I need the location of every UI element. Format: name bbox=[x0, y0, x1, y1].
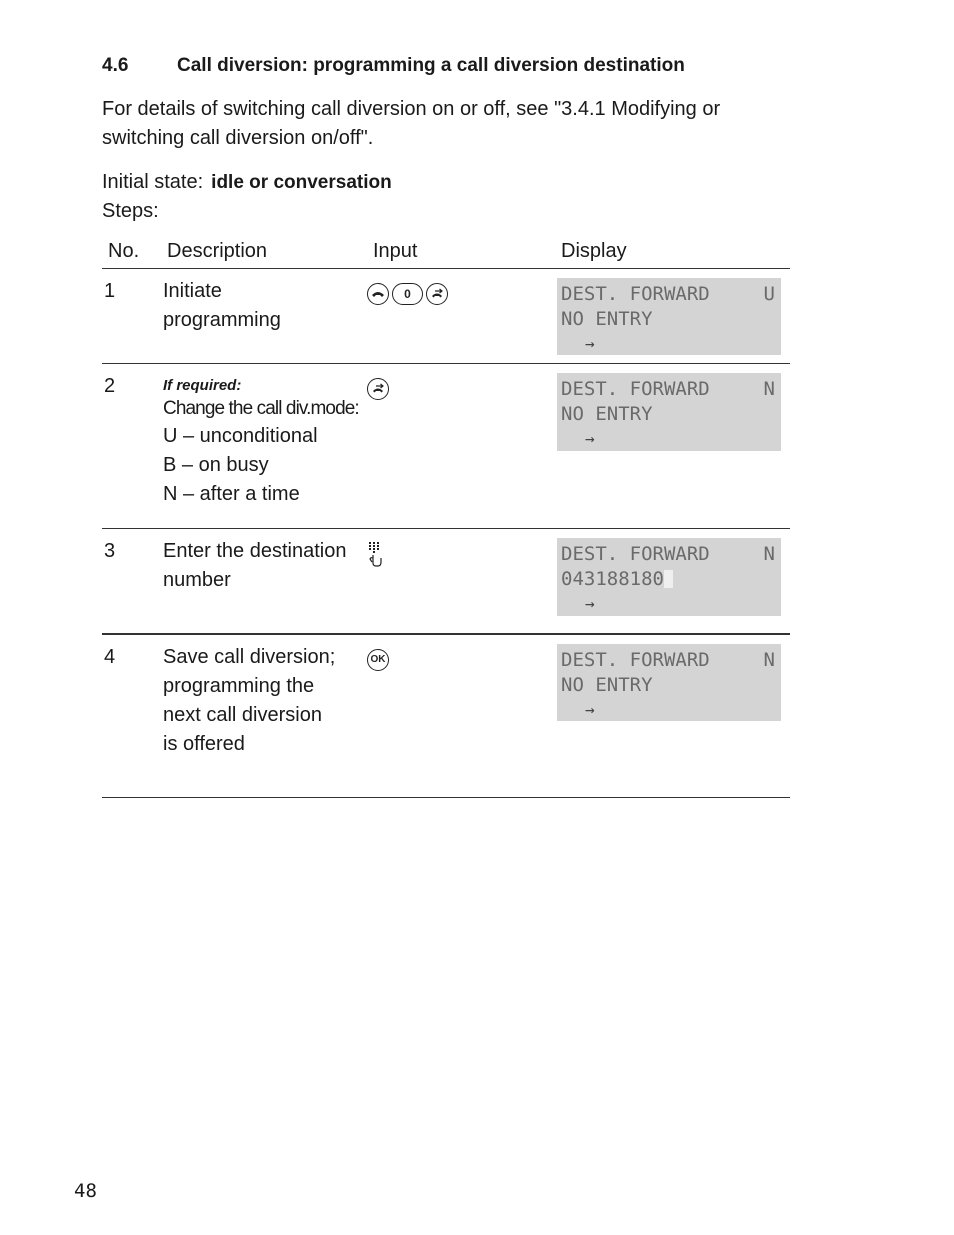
section-number: 4.6 bbox=[102, 55, 129, 76]
ok-key-icon: OK bbox=[367, 649, 389, 671]
steps-label: Steps: bbox=[102, 200, 159, 222]
description-line: Save call diversion; bbox=[163, 646, 336, 668]
section-heading bbox=[102, 55, 685, 77]
step-input bbox=[367, 283, 448, 305]
step-input bbox=[367, 378, 389, 400]
step-description bbox=[163, 277, 363, 335]
display-line-1: DEST. FORWARD bbox=[561, 649, 710, 671]
display-arrow-icon: → bbox=[585, 594, 595, 613]
lcd-display bbox=[557, 373, 781, 451]
required-note: If required: bbox=[163, 377, 242, 394]
step-input bbox=[367, 541, 383, 572]
display-cursor bbox=[664, 570, 673, 588]
step-description bbox=[163, 643, 363, 759]
description-line: programming bbox=[163, 309, 281, 331]
steps-table bbox=[102, 240, 790, 798]
display-mode: N bbox=[763, 378, 775, 400]
display-line-2: NO ENTRY bbox=[561, 403, 653, 425]
display-arrow-icon: → bbox=[585, 429, 595, 448]
table-row bbox=[102, 269, 790, 364]
description-line: programming the bbox=[163, 675, 315, 697]
display-mode: N bbox=[763, 649, 775, 671]
header-description: Description bbox=[167, 240, 268, 262]
description-line: B – on busy bbox=[163, 454, 269, 476]
display-line-2: 043188180 bbox=[561, 568, 664, 590]
table-row bbox=[102, 635, 790, 798]
description-line: number bbox=[163, 569, 231, 591]
display-line-1: DEST. FORWARD bbox=[561, 283, 710, 305]
display-line-2: NO ENTRY bbox=[561, 674, 653, 696]
header-no: No. bbox=[108, 240, 140, 262]
step-input bbox=[367, 649, 389, 671]
table-row bbox=[102, 529, 790, 635]
table-row bbox=[102, 364, 790, 529]
description-line: Change the call div.mode: bbox=[163, 398, 359, 419]
lcd-display bbox=[557, 538, 781, 616]
step-number: 3 bbox=[104, 540, 116, 562]
description-line: is offered bbox=[163, 733, 245, 755]
header-display: Display bbox=[561, 240, 627, 262]
display-arrow-icon: → bbox=[585, 700, 595, 719]
keypad-icon bbox=[367, 541, 383, 572]
step-number: 4 bbox=[104, 646, 116, 668]
display-line-1: DEST. FORWARD bbox=[561, 543, 710, 565]
initial-state bbox=[102, 168, 392, 197]
display-line-2: NO ENTRY bbox=[561, 308, 653, 330]
lcd-display bbox=[557, 644, 781, 721]
initial-state-label: Initial state: bbox=[102, 171, 204, 193]
display-mode: N bbox=[763, 543, 775, 565]
header-input: Input bbox=[373, 240, 418, 262]
display-arrow-icon: → bbox=[585, 334, 595, 353]
call-forward-key-icon bbox=[426, 283, 448, 305]
step-number: 2 bbox=[104, 375, 116, 397]
zero-key-icon: 0 bbox=[392, 283, 423, 305]
description-line: N – after a time bbox=[163, 483, 300, 505]
description-line: Initiate bbox=[163, 280, 222, 302]
description-line: next call diversion bbox=[163, 704, 322, 726]
display-mode: U bbox=[763, 283, 775, 305]
initial-state-value: idle or conversation bbox=[211, 172, 392, 193]
intro-paragraph: For details of switching call diversion on or off, see "3.4.1 Modifying or switching call diversion on/off". bbox=[102, 98, 721, 149]
step-description bbox=[163, 537, 363, 595]
description-line: U – unconditional bbox=[163, 425, 318, 447]
step-number: 1 bbox=[104, 280, 116, 302]
handset-key-icon bbox=[367, 283, 389, 305]
step-description bbox=[163, 376, 378, 509]
display-line-1: DEST. FORWARD bbox=[561, 378, 710, 400]
description-line: Enter the destination bbox=[163, 540, 347, 562]
section-title: Call diversion: programming a call diversion destination bbox=[177, 55, 685, 76]
table-header bbox=[102, 240, 790, 269]
page-number: 48 bbox=[74, 1180, 97, 1202]
call-forward-key-icon bbox=[367, 378, 389, 400]
lcd-display bbox=[557, 278, 781, 355]
